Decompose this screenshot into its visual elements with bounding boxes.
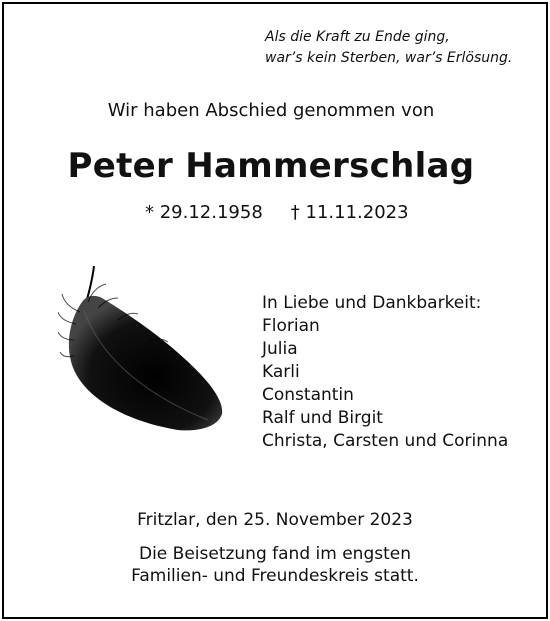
death-date: † 11.11.2023 bbox=[290, 202, 409, 223]
quote-line-1: Als die Kraft zu Ende ging, bbox=[265, 29, 450, 45]
list-item: Karli bbox=[262, 362, 300, 382]
mourners-list bbox=[262, 292, 508, 453]
place-and-date: Fritzlar, den 25. November 2023 bbox=[137, 510, 413, 530]
feather-icon bbox=[58, 262, 228, 432]
deceased-name: Peter Hammerschlag bbox=[67, 146, 475, 186]
list-item: Ralf und Birgit bbox=[262, 408, 383, 428]
intro-text: Wir haben Abschied genommen von bbox=[107, 100, 435, 121]
list-item: Florian bbox=[262, 316, 320, 336]
quote-line-2: war’s kein Sterben, war’s Erlösung. bbox=[265, 50, 513, 66]
list-item: Julia bbox=[262, 339, 298, 359]
funeral-line-2: Familien- und Freundeskreis statt. bbox=[131, 566, 419, 586]
list-item: Christa, Carsten und Corinna bbox=[262, 431, 509, 451]
birth-date: * 29.12.1958 bbox=[145, 202, 263, 223]
life-dates bbox=[145, 202, 409, 223]
funeral-line-1: Die Beisetzung fand im engsten bbox=[138, 544, 411, 564]
mourners-heading: In Liebe und Dankbarkeit: bbox=[262, 293, 482, 313]
quote bbox=[265, 27, 512, 69]
funeral-notice bbox=[0, 543, 550, 587]
list-item: Constantin bbox=[262, 385, 354, 405]
